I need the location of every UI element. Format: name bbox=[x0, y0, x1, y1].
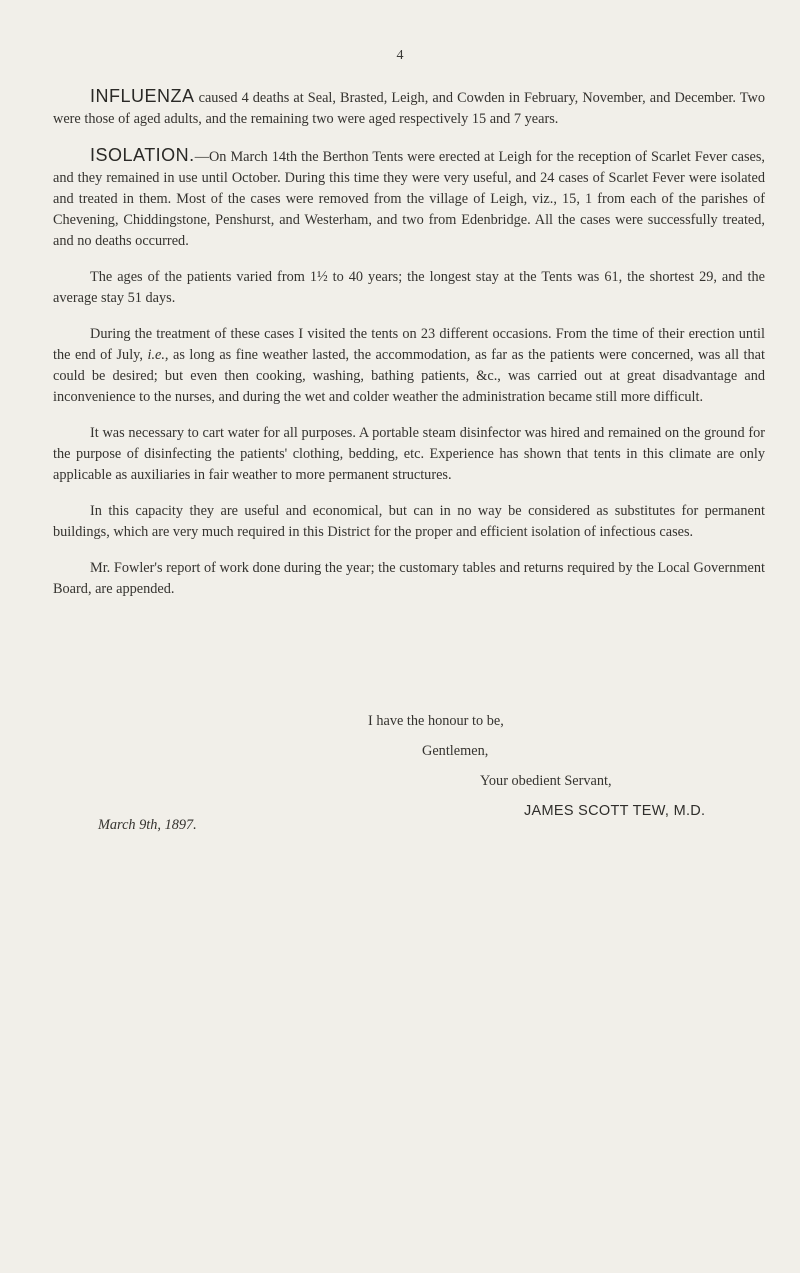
document-body bbox=[53, 86, 765, 615]
isolation-heading: ISOLATION. bbox=[90, 145, 195, 165]
treatment-italic: i.e., bbox=[147, 347, 169, 363]
treatment-text-before: During the treatment of these cases I visited the tents on 23 different occasions. From the time of their erection until the end of July, bbox=[53, 326, 765, 363]
isolation-paragraph bbox=[53, 145, 765, 252]
report-paragraph: Mr. Fowler's report of work done during the year; the customary tables and returns required by the Local Government Board, are appended. bbox=[53, 560, 765, 597]
ages-paragraph: The ages of the patients varied from 1½ to 40 years; the longest stay at the Tents was 61, the shortest 29, and the average stay 51 days. bbox=[53, 269, 765, 306]
closing-date: March 9th, 1897. bbox=[98, 817, 197, 833]
closing-signature: JAMES SCOTT TEW, M.D. bbox=[524, 803, 706, 819]
capacity-paragraph: In this capacity they are useful and economical, but can in no way be considered as substitutes for permanent buildings, which are very much required in this District for the proper and efficient isolation of infectious cases. bbox=[53, 503, 765, 540]
closing-servant: Your obedient Servant, bbox=[480, 773, 612, 789]
isolation-text: —On March 14th the Berthon Tents were erected at Leigh for the reception of Scarlet Fever cases, and they remained in use until October. During this time they were very useful, and 24 cases of Scarlet Fever were isolated and treated in them. Most of the cases were removed from the village of Leigh, viz., 15, 1 from each of the parishes of Chevening, Chiddingstone, Penshurst, and Westerham, and two from Edenbridge. All the cases were successfully treated, and no deaths occurred. bbox=[53, 149, 765, 249]
page-number: 4 bbox=[396, 48, 404, 63]
treatment-text-after: as long as fine weather lasted, the accommodation, as far as the patients were concerned, was all that could be desired; but even then cooking, washing, bathing patients, &c., was carried out at great disadvantage and inconvenience to the nurses, and during the wet and colder weather the administration became still more difficult. bbox=[53, 347, 765, 405]
closing-salutation: Gentlemen, bbox=[422, 743, 489, 759]
influenza-text: caused 4 deaths at Seal, Brasted, Leigh, and Cowden in February, November, and December. Two were those of aged adults, and the remaining two were aged respectively 15 and 7 years. bbox=[53, 90, 765, 127]
influenza-heading: INFLUENZA bbox=[90, 86, 195, 106]
closing-honour: I have the honour to be, bbox=[368, 713, 504, 729]
water-paragraph: It was necessary to cart water for all purposes. A portable steam disinfector was hired and remained on the ground for the purpose of disinfecting the patients' clothing, bedding, etc. Experience has shown that tents in this climate are only applicable as auxiliaries in fair weather to more permanent structures. bbox=[53, 425, 765, 483]
treatment-paragraph bbox=[53, 324, 765, 408]
influenza-paragraph bbox=[53, 86, 765, 130]
